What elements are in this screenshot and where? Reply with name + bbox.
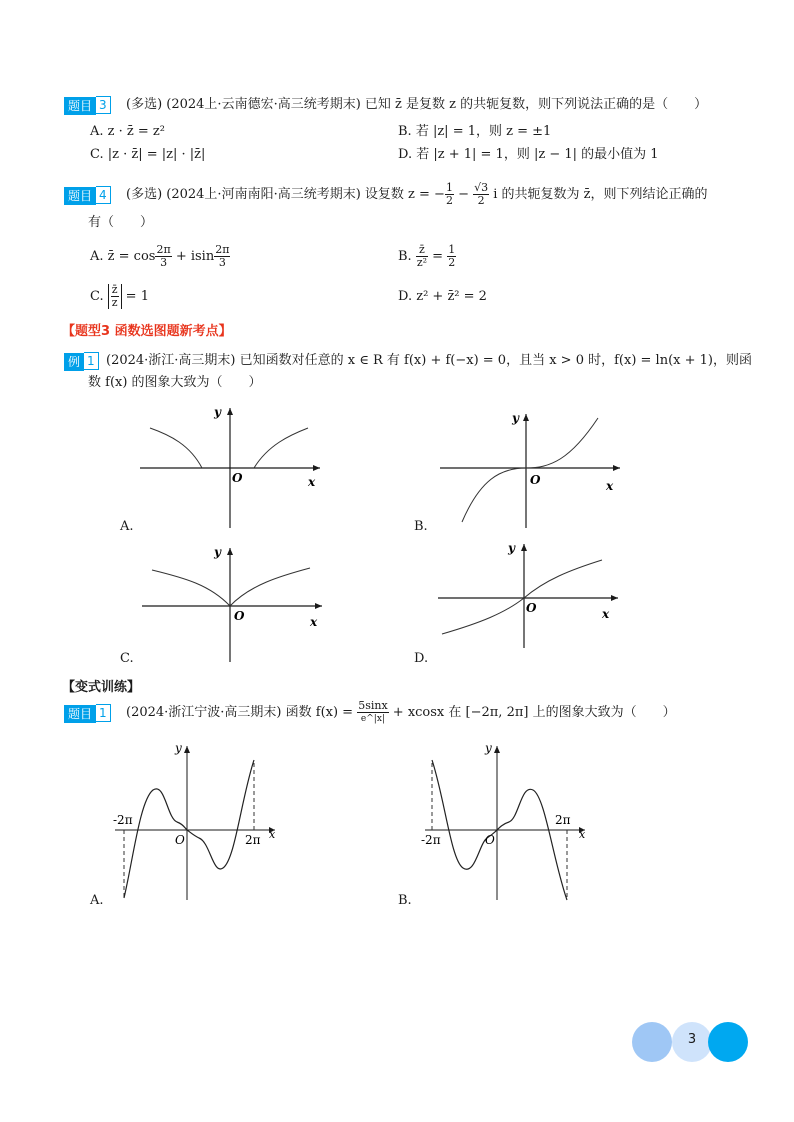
question-tag: 题目 1 (64, 704, 111, 722)
graph-b (430, 410, 630, 530)
variant-graph-b (405, 740, 605, 905)
svg-text:x: x (310, 615, 318, 629)
svg-text:O: O (175, 833, 185, 847)
page-decor-circle (708, 1022, 748, 1062)
question-3-stem: (多选) (2024上·云南德宏·高三统考期末) 已知 z̄ 是复数 z 的共轭复数，则下列说法正确的是（ ） (126, 97, 708, 112)
q4-option-d: D. z² + z̄² = 2 (398, 289, 487, 304)
svg-text:x: x (606, 479, 614, 493)
section-heading: 【题型3 函数选图题新考点】 (62, 324, 232, 339)
variant-graph-a-label: A. (90, 893, 104, 908)
page-decor-circle (632, 1022, 672, 1062)
variant-heading: 【变式训练】 (62, 680, 141, 695)
graph-b-label: B. (414, 519, 428, 534)
variant-graph-b-label: B. (398, 893, 412, 908)
svg-text:x: x (579, 828, 586, 841)
graph-a (130, 400, 330, 530)
svg-text:y: y (214, 405, 221, 419)
graph-d-label: D. (414, 651, 429, 666)
svg-text:y: y (512, 411, 519, 425)
svg-text:y: y (175, 741, 182, 755)
svg-text:O: O (234, 609, 245, 623)
question-4-stem: (多选) (2024上·河南南阳·高三统考期末) 设复数 z = − $\frac{1}{2}$ − $\frac{√3}{2}$ i 的共轭复数为 z̄，则下列结论正确的 (126, 181, 708, 207)
question-tag: 题目 3 (64, 96, 111, 114)
svg-text:x: x (308, 475, 316, 489)
q3-option-c: C. |z · z̄| = |z| · |z̄| (90, 147, 206, 162)
svg-text:x: x (602, 607, 610, 621)
graph-d (430, 538, 630, 648)
q4-option-a: A. z̄ = cos $\frac{2\pi}{3}$ + isin $\frac{2\pi}{3}$ (90, 243, 230, 269)
graph-c (130, 540, 330, 665)
variant-graph-a (95, 740, 295, 905)
svg-text:O: O (485, 833, 495, 847)
svg-text:y: y (214, 545, 221, 559)
svg-text:O: O (530, 473, 541, 487)
example-1-stem-line2: 数 f(x) 的图象大致为（ ） (88, 375, 262, 390)
svg-text:O: O (526, 601, 537, 615)
svg-text:y: y (485, 741, 492, 755)
q4-option-b: B. $\frac{z̄}{\text{z²}}$ = $\frac{1}{2}$ (398, 243, 456, 269)
variant-1-stem: (2024·浙江宁波·高三期末) 函数 f(x) = $\frac{5\sin x}{e\^{}|x|}$ + xcosx 在 [−2π, 2π] 上的图象大致为（ ） (126, 699, 676, 724)
svg-text:-2π: -2π (421, 833, 441, 847)
example-tag: 例 1 (64, 352, 99, 370)
svg-text:-2π: -2π (113, 813, 133, 827)
svg-text:O: O (232, 471, 243, 485)
svg-text:2π: 2π (245, 833, 261, 847)
page-number: 3 (687, 1032, 697, 1047)
q3-option-b: B. 若 |z| = 1，则 z = ±1 (398, 124, 552, 139)
q3-option-a: A. z · z̄ = z² (90, 124, 165, 139)
question-tag: 题目 4 (64, 186, 111, 204)
fraction: $\frac{1}{2}$ (445, 181, 453, 207)
svg-text:y: y (508, 541, 515, 555)
fraction: $\frac{5\sin x}{e\^{}|x|}$ (358, 699, 388, 724)
question-4-stem-line2: 有（ ） (88, 215, 154, 230)
graph-c-label: C. (120, 651, 134, 666)
q4-option-c: C. $\frac{z̄}{z}$ = 1 (90, 283, 149, 309)
svg-text:2π: 2π (555, 813, 571, 827)
graph-a-label: A. (120, 519, 134, 534)
fraction: $\frac{√3}{2}$ (474, 181, 489, 207)
q3-option-d: D. 若 |z + 1| = 1，则 |z − 1| 的最小值为 1 (398, 147, 659, 162)
example-1-stem: (2024·浙江·高三期末) 已知函数对任意的 x ∈ R 有 f(x) + f(−x) = 0，且当 x > 0 时，f(x) = ln(x + 1)，则函 (106, 353, 752, 368)
svg-text:x: x (269, 828, 276, 841)
